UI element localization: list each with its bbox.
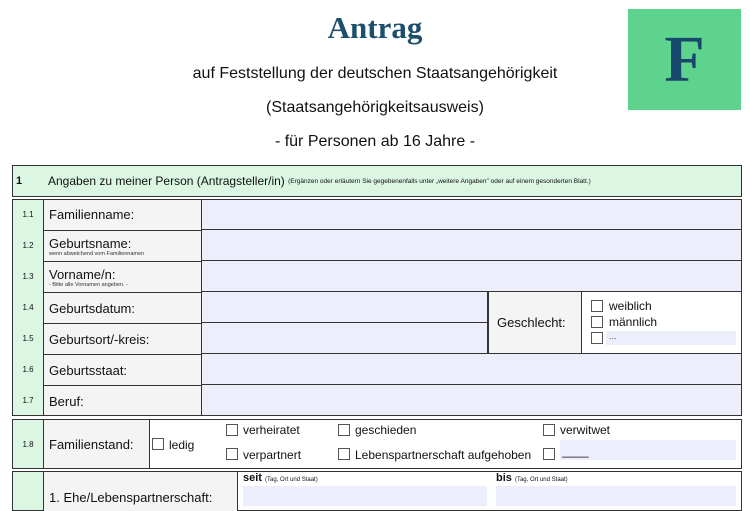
row-label: Vorname/n: - Bitte alle Vornamen angeben. - (44, 261, 201, 292)
marital-other-checkbox[interactable] (543, 448, 555, 460)
vorname-field[interactable] (201, 261, 742, 292)
row-label: Geburtsname: wenn abweichend vom Familiennamen (44, 230, 201, 261)
form-letter-logo: F (628, 9, 741, 110)
subtitle-line-2: (Staatsangehörigkeitsausweis) (266, 99, 484, 116)
row-number: 1.7 (22, 396, 34, 405)
partner-label: 1. Ehe/Lebenspartnerschaft: (49, 490, 213, 505)
marital-verpartnert-checkbox[interactable] (226, 448, 238, 460)
geburtsdatum-field[interactable] (201, 292, 488, 323)
subtitle-line-1: auf Feststellung der deutschen Staatsangehörigkeit (192, 65, 558, 82)
row-number: 1.8 (22, 439, 34, 449)
marital-other-blank: ____ (562, 444, 589, 458)
seit-label: seit (Tag, Ort und Staat) (243, 472, 318, 484)
gender-maennlich-label: männlich (609, 315, 658, 329)
marital-verwitwet-label: verwitwet (560, 423, 611, 437)
marital-verwitwet-checkbox[interactable] (543, 424, 555, 436)
gender-weiblich-checkbox[interactable] (591, 300, 603, 312)
section-number: 1 (16, 175, 23, 187)
row-number: 1.5 (22, 334, 34, 343)
marital-lp-aufgehoben-checkbox[interactable] (338, 448, 350, 460)
applicant-form (12, 165, 742, 505)
row-number: 1.6 (22, 365, 34, 374)
marital-geschieden-label: geschieden (355, 423, 417, 437)
bis-label: bis (Tag, Ort und Staat) (496, 472, 568, 484)
geburtsname-field[interactable] (201, 230, 742, 261)
row-label: Familienname: (49, 207, 135, 222)
marital-label: Familienstand: (44, 419, 149, 469)
row-number: 1.2 (22, 241, 34, 250)
form-title: Antrag (327, 10, 423, 45)
partner-number-cell (12, 471, 44, 511)
row-label: Beruf: (44, 385, 201, 416)
marital-ledig-checkbox[interactable] (152, 438, 164, 450)
row-number: 1.1 (22, 210, 34, 219)
familienname-field[interactable] (201, 199, 742, 230)
gender-maennlich-checkbox[interactable] (591, 316, 603, 328)
marital-verheiratet-label: verheiratet (243, 423, 300, 437)
section-title: Angaben zu meiner Person (Antragsteller/in) (Ergänzen oder erläutern Sie gegebenenfalls unter „weitere Angaben" oder auf einem gesonderten Blatt.) (48, 174, 591, 188)
row-label: Geburtsstaat: (44, 354, 201, 385)
marital-geschieden-checkbox[interactable] (338, 424, 350, 436)
gender-other-checkbox[interactable] (591, 332, 603, 344)
bis-field[interactable] (496, 486, 736, 506)
marital-ledig-label: ledig (169, 438, 195, 452)
geburtsort-field[interactable] (201, 323, 488, 354)
row-label: Geburtsdatum: (44, 292, 201, 323)
row-label: Geburtsort/-kreis: (44, 323, 201, 354)
marital-verheiratet-checkbox[interactable] (226, 424, 238, 436)
geburtsstaat-field[interactable] (201, 354, 742, 385)
subtitle-line-3: - für Personen ab 16 Jahre - (274, 133, 476, 150)
marital-lp-aufgehoben-label: Lebenspartnerschaft aufgehoben (355, 448, 532, 462)
marital-verpartnert-label: verpartnert (243, 448, 302, 462)
gender-label: Geschlecht: (488, 292, 582, 354)
seit-field[interactable] (243, 486, 487, 506)
beruf-field[interactable] (201, 385, 742, 416)
row-number: 1.4 (22, 303, 34, 312)
gender-other-field[interactable]: ... (606, 331, 736, 345)
gender-weiblich-label: weiblich (609, 299, 652, 313)
row-number: 1.3 (22, 272, 34, 281)
